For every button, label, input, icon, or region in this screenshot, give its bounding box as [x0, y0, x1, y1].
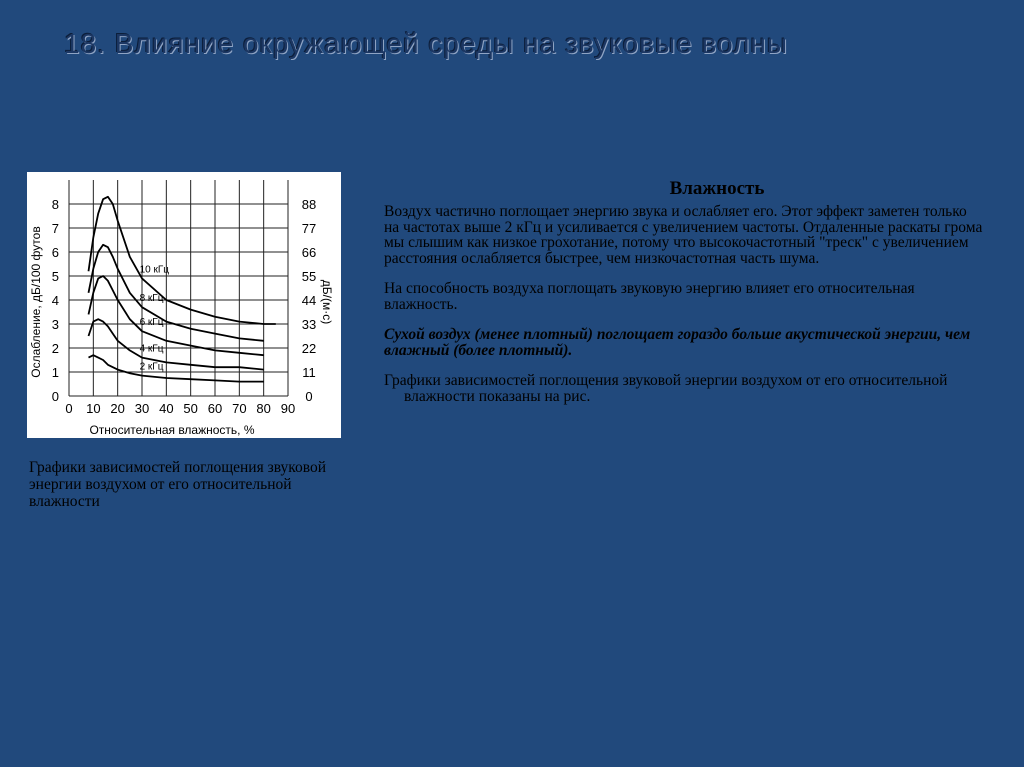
y-tick-label-left: 7	[51, 221, 59, 236]
y-tick-label-left: 4	[51, 293, 59, 308]
y-tick-label-right: 77	[301, 221, 317, 236]
x-tick-label: 60	[207, 401, 223, 416]
paragraph-1: Воздух частично поглощает энергию звука и ослабляет его. Этот эффект заметен только на частотах выше 2 кГц и усиливается с увеличением частоты. Отдаленные раскаты грома мы слышим как низкое грохотание, потому что высокочастотный "треск" с увеличением расстояния ослабляется быстрее, чем низкочастотная часть шума.	[384, 203, 983, 267]
y-axis-right-label: дБ/(м·с)	[320, 279, 334, 325]
y-tick-label-left: 1	[51, 365, 59, 380]
content-column	[384, 172, 984, 404]
x-tick-label: 0	[65, 401, 73, 416]
series-line	[89, 355, 264, 381]
x-tick-label: 70	[232, 401, 247, 416]
x-tick-label: 80	[256, 401, 271, 416]
x-tick-label: 90	[280, 401, 296, 416]
y-tick-label-right: 66	[301, 245, 317, 260]
x-tick-label: 10	[86, 401, 101, 416]
series-line	[89, 276, 264, 355]
paragraph-3: Сухой воздух (менее плотный) поглощает гораздо больше акустической энергии, чем влажный (более плотный).	[384, 326, 971, 359]
y-tick-label-right: 88	[301, 197, 317, 212]
y-axis-left-label: Ослабление, дБ/100 футов	[29, 226, 43, 378]
series-label: 8 кГц	[139, 293, 164, 305]
series-label: 6 кГц	[139, 317, 164, 329]
series-line	[89, 197, 276, 324]
y-tick-label-right: 33	[301, 317, 317, 332]
x-tick-label: 50	[183, 401, 198, 416]
series-label: 10 кГц	[139, 264, 169, 276]
section-heading: Влажность	[669, 178, 765, 199]
series-line	[89, 319, 264, 369]
slide-title: 18. Влияние окружающей среды на звуковые волны	[64, 28, 789, 59]
y-tick-label-right: 44	[301, 293, 317, 308]
paragraph-2: На способность воздуха поглощать звуковую энергию влияет его относительная влажность.	[384, 280, 915, 313]
x-axis-label: Относительная влажность, %	[89, 423, 255, 437]
y-tick-label-left: 3	[51, 317, 59, 332]
y-tick-label-right: 22	[301, 341, 317, 356]
chart-figure	[27, 172, 341, 438]
x-tick-label: 30	[134, 401, 150, 416]
paragraph-4: Графики зависимостей поглощения звуковой энергии воздухом от его относительной влажности показаны на рис.	[384, 372, 948, 405]
series-label: 4 кГц	[139, 343, 164, 355]
attenuation-chart	[27, 172, 341, 438]
x-tick-label: 40	[159, 401, 174, 416]
series-label: 2 кГц	[139, 361, 164, 373]
y-tick-label-left: 2	[51, 341, 59, 356]
y-tick-label-right: 55	[301, 269, 317, 284]
y-tick-label-right: 0	[305, 389, 313, 404]
y-tick-label-left: 6	[51, 245, 59, 260]
x-tick-label: 20	[110, 401, 125, 416]
y-tick-label-left: 5	[51, 269, 59, 284]
y-tick-label-right: 11	[302, 365, 316, 380]
figure-caption: Графики зависимостей поглощения звуковой энергии воздухом от его относительной влажности	[29, 459, 327, 510]
y-tick-label-left: 0	[51, 389, 59, 404]
y-tick-label-left: 8	[51, 197, 59, 212]
